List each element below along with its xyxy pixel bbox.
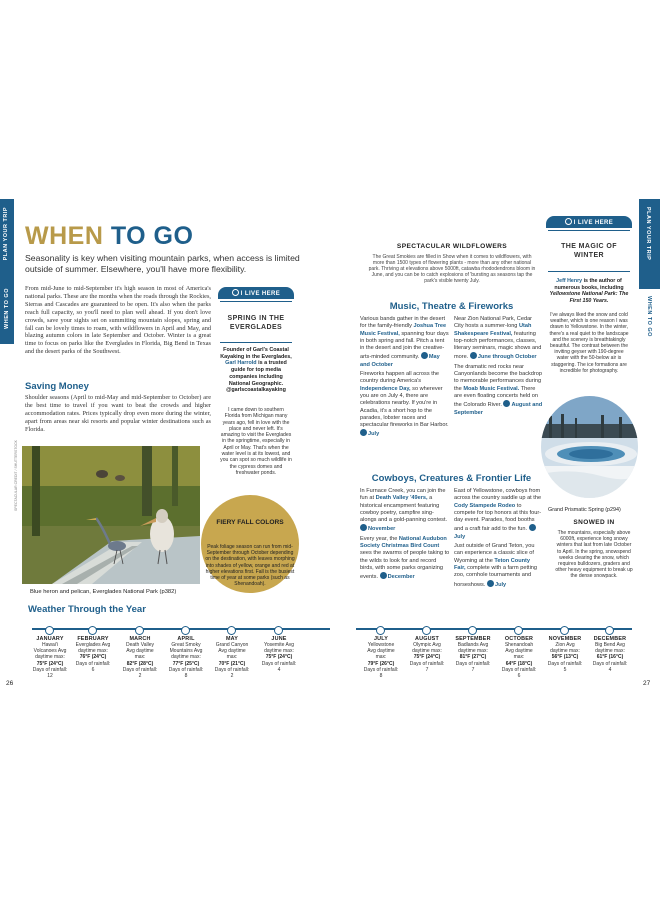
music-c2p1-when: June through October — [477, 354, 537, 361]
page-number-right: 27 — [643, 680, 651, 687]
month-temp: 81°F (27°C) — [459, 654, 487, 661]
month-temp: 61°F (16°C) — [596, 654, 624, 661]
timeline-dot — [422, 626, 431, 635]
month-rain: 6 — [517, 673, 521, 680]
month-line: daytime max: — [550, 648, 580, 655]
month-column — [542, 630, 588, 673]
month-rain-label: Days of rainfall: — [363, 666, 399, 673]
timeline-dot — [514, 626, 523, 635]
month-line: max: — [226, 654, 238, 661]
month-column — [163, 630, 209, 679]
cow-c1p2-post: sees the swarms of people taking to the wilds to look for and record birds, with some parks organizing events. — [360, 550, 450, 581]
month-column — [117, 630, 163, 679]
month-rain-label: Days of rainfall: — [214, 666, 250, 673]
i-live-here-left-title: SPRING IN THE EVERGLADES — [227, 315, 285, 331]
month-name: AUGUST — [415, 636, 439, 642]
author-rest: is a trusted guide for top media companies including National Geographic. — [228, 360, 287, 387]
month-rain-label: Days of rainfall: — [501, 666, 537, 673]
cow-c1p2-when: December — [387, 574, 415, 581]
music-col1 — [360, 316, 450, 439]
month-name: NOVEMBER — [548, 636, 582, 642]
music-c1p2-post: so wherever you are on July 4, there are celebrations nearby. If you're in Acadia, it's a short hop to the parades, lobster races and spectacular fireworks in Bar Harbor. — [360, 385, 449, 429]
cow-c1p1-when: November — [368, 526, 396, 533]
left-photo-caption: Blue heron and pelican, Everglades National Park (p382) — [30, 589, 177, 595]
music-col2-p1 — [454, 316, 543, 362]
month-line: Yosemite Avg — [263, 642, 295, 648]
month-weather — [27, 642, 73, 679]
months-row — [0, 630, 660, 690]
snowed-in-title: SNOWED IN — [573, 519, 615, 526]
heron-pelican-illustration — [22, 446, 200, 584]
month-temp: 70°F (21°C) — [218, 660, 246, 667]
i-live-here-left-title-wrap — [220, 301, 292, 343]
month-line: Avg daytime — [126, 648, 154, 655]
cow-c1p2-pre: Every year, the — [360, 535, 398, 542]
month-line: Great Smoky — [171, 642, 201, 648]
i-live-here-right-box — [546, 216, 632, 396]
music-heading: Music, Theatre & Fireworks — [389, 301, 514, 312]
month-line: daytime max: — [458, 648, 488, 655]
month-line: Avg daytime — [367, 648, 395, 655]
music-c1p1-bold: Joshua Tree Music Festival, — [360, 323, 447, 337]
month-column — [27, 630, 73, 679]
left-photo-credit: SPECTACULAR CREDIT / SHUTTERSTOCK — [14, 440, 18, 511]
timeline-dot — [274, 626, 283, 635]
month-rain-label: Days of rainfall: — [409, 660, 445, 667]
i-live-here-right-author — [548, 278, 630, 304]
cow-c2p2-when: July — [494, 581, 507, 588]
month-rain: 4 — [277, 666, 281, 673]
month-column — [209, 630, 255, 679]
calendar-icon — [360, 429, 367, 436]
month-rain: 2 — [230, 673, 234, 680]
page-number-left: 26 — [6, 680, 14, 687]
month-line: Big Bend Avg — [595, 642, 625, 648]
snowed-in-text: The mountains, especially above 6000ft, experience long snowy winters that last from late October to April. In the spring, snowspend weeks clearing the snow, which requires bulldozers, graders and other heavy equipment to break up the dense snowpack. — [555, 530, 633, 580]
music-c2p2-bold: Moab Music Festival. — [463, 385, 520, 392]
cowboys-col1 — [360, 488, 450, 582]
month-line: daytime max: — [78, 648, 108, 655]
title-part1: WHEN — [25, 222, 104, 250]
cow-c2p2-post: complete with a farm petting zoo, cornhole tournaments and horseshows. — [454, 564, 538, 588]
music-c2p2-post: There are even floating concerts held on the Colorado River. — [454, 385, 538, 409]
calendar-icon — [380, 572, 387, 579]
music-c1p2-pre: Fireworks happen all across the country during America's — [360, 371, 439, 385]
month-rain: 7 — [425, 666, 429, 673]
month-line: Mountains Avg — [169, 648, 203, 655]
month-rain-label: Days of rainfall: — [75, 660, 111, 667]
author-rest: is the author of numerous books, including — [554, 278, 624, 291]
month-rain: 5 — [563, 666, 567, 673]
cowboys-col1-p2 — [360, 536, 450, 582]
i-live-here-right-quote: I've always liked the snow and cold weather, which is one reason I was drawn to Yellowstone. In the winter, there's a real quiet to the landscape and the scenery is breathtakingly beautiful. The contrast between the inviting geyser with 190-degree water with the 50-below air is staggering. The ice formations are incredible for photography. — [549, 312, 629, 374]
month-line: Shenandoah — [504, 642, 534, 648]
month-line: Avg daytime — [218, 648, 246, 655]
i-live-here-right-badge — [546, 216, 632, 228]
month-rain-label: Days of rainfall: — [455, 660, 491, 667]
grand-prismatic-illustration — [541, 396, 638, 498]
cow-c2p2-pre: Just outside of Grand Teton, you can experience a classic slice of Wyoming at the — [454, 543, 535, 564]
cow-c2p1-bold: Cody Stampede Rodeo — [454, 502, 516, 509]
cow-c1p2-bold: National Audubon Society Christmas Bird Count — [360, 535, 447, 550]
i-live-here-left-quote: I came down to southern Florida from Michigan many years ago, fell in love with the place and never left. It's amazing to visit the Everglades in the springtime, especially in April or May. That's when the water level is at its lowest, and you can spot so much wildlife in the cypress domes and freshwater ponds. — [220, 407, 292, 476]
month-line: Badlands Avg — [457, 642, 489, 648]
month-temp: 76°F (24°C) — [79, 654, 107, 661]
right-tab-sub: WHEN TO GO — [646, 296, 652, 337]
month-line: max: — [134, 654, 146, 661]
month-rain: 8 — [184, 673, 188, 680]
cow-c1p1-pre: In Furnace Creek, you can join the fun at — [360, 488, 446, 502]
music-col2 — [454, 316, 543, 417]
weather-heading: Weather Through the Year — [28, 604, 146, 615]
month-name: OCTOBER — [504, 636, 534, 642]
calendar-icon — [360, 524, 367, 531]
month-column — [70, 630, 116, 673]
month-rain-label: Days of rainfall: — [32, 666, 68, 673]
title-part2: TO GO — [110, 222, 194, 250]
timeline-dot — [376, 626, 385, 635]
month-rain-label: Days of rainfall: — [547, 660, 583, 667]
i-live-here-right-title: THE MAGIC OF WINTER — [561, 243, 617, 259]
month-weather — [587, 642, 633, 673]
grand-prismatic-caption: Grand Prismatic Spring (p294) — [548, 507, 621, 513]
calendar-icon — [529, 524, 536, 531]
music-c2p2-pre: The dramatic red rocks near Canyonlands become the backdrop to memorable performances during the — [454, 363, 543, 392]
music-c1p1-pre: Various bands gather in the desert for the family-friendly — [360, 316, 446, 330]
timeline-dot — [135, 626, 144, 635]
month-column — [256, 630, 302, 673]
month-line: Olympic Avg — [413, 642, 441, 648]
cow-c1p1-bold: Death Valley '49ers, — [375, 495, 428, 502]
music-col1-p1 — [360, 316, 450, 369]
music-c2p2-when: August and September — [454, 402, 543, 416]
month-rain: 7 — [471, 666, 475, 673]
cow-c2p1-pre: East of Yellowstone, cowboys from across the country saddle up at the — [454, 488, 542, 502]
month-column — [496, 630, 542, 679]
cowboys-col2 — [454, 488, 543, 589]
i-live-here-left-box — [218, 287, 294, 485]
author-intro: Founder of Garl's Coastal Kayaking in the Everglades, — [220, 347, 292, 360]
month-rain-label: Days of rainfall: — [592, 660, 628, 667]
month-weather — [496, 642, 542, 679]
grand-prismatic-photo — [541, 396, 638, 498]
month-line: Volcanoes Avg — [33, 648, 67, 655]
month-rain-label: Days of rainfall: — [122, 666, 158, 673]
month-line: Hawai'i — [42, 642, 58, 648]
calendar-icon — [503, 400, 510, 407]
author-book: Yellowstone National Park: The First 150 Years. — [549, 291, 629, 304]
calendar-icon — [487, 580, 494, 587]
month-temp: 79°F (26°C) — [367, 660, 395, 667]
month-line: Death Valley — [126, 642, 154, 648]
month-weather — [450, 642, 496, 673]
month-rain: 12 — [47, 673, 53, 680]
fiery-fall-text: Peak foliage season can run from mid-September through October depending on the destination, with leaves morphing into shades of yellow, orange and red at higher elevations first. Fall is the busiest time of year at some parks (such as Shenandoah). — [205, 544, 295, 588]
i-live-here-left-author — [220, 347, 292, 394]
cowboys-col1-p1 — [360, 488, 450, 534]
month-line: daytime max: — [264, 648, 294, 655]
author-name: Garl Harrold — [225, 360, 257, 367]
month-line: daytime max: — [412, 648, 442, 655]
month-line: Yellowstone — [367, 642, 395, 648]
timeline-dot — [181, 626, 190, 635]
month-line: daytime max: — [171, 654, 201, 661]
cow-c2p1-post: to compete for top honors at this four-day event. Parades, food booths and a craft fair add to the fun. — [454, 502, 542, 533]
month-weather — [209, 642, 255, 679]
month-temp: 77°F (25°C) — [172, 660, 200, 667]
month-weather — [256, 642, 302, 673]
month-rain: 2 — [138, 673, 142, 680]
month-weather — [404, 642, 450, 673]
intro-text: Seasonality is key when visiting mountain parks, when access is limited outside of summer. Elsewhere, you'll have more flexibility. — [25, 253, 300, 274]
music-c2p1-post: featuring top-notch performances, classes, literary seminars, magic shows and more. — [454, 330, 542, 361]
month-temp: 75°F (24°C) — [265, 654, 293, 661]
music-c2p1-bold: Utah Shakespeare Festival, — [454, 323, 532, 337]
month-name: APRIL — [177, 636, 195, 642]
month-line: daytime max: — [35, 654, 65, 661]
month-line: Avg daytime — [505, 648, 533, 655]
calendar-icon — [470, 352, 477, 359]
author-handle: @garlscoastalkayaking — [226, 387, 286, 394]
month-temp: 75°F (24°C) — [36, 660, 64, 667]
calendar-icon — [421, 352, 428, 359]
author-name: Jeff Henry — [556, 278, 583, 284]
heron-pelican-photo — [22, 446, 200, 584]
month-name: MARCH — [129, 636, 151, 642]
left-tab-label: PLAN YOUR TRIP — [3, 207, 9, 261]
month-rain-label: Days of rainfall: — [261, 660, 297, 667]
month-column — [587, 630, 633, 673]
month-name: MAY — [225, 636, 239, 642]
timeline-dot — [468, 626, 477, 635]
cowboys-col2-p2 — [454, 543, 543, 589]
i-live-here-left-badge — [218, 287, 294, 299]
month-line: daytime max: — [595, 648, 625, 655]
month-line: Grand Canyon — [215, 642, 249, 648]
i-live-here-right-title-wrap — [548, 230, 630, 272]
left-tab-sub: WHEN TO GO — [4, 288, 10, 329]
month-rain: 4 — [608, 666, 612, 673]
month-line: max: — [513, 654, 525, 661]
month-rain: 8 — [379, 673, 383, 680]
cow-c1p1-post: a historical encampment featuring cowboy poetry, campfire sing-alongs and a gold-panning contest. — [360, 495, 448, 524]
main-text: From mid-June to mid-September it's high season in most of America's national parks. These are the months when the roads through the Rockies, Sierras and Cascades are guaranteed to be open. It's also when the parks reach full capacity, so you'll need to plan well ahead. If you don't love crowds, save your sights set on summiting mountain slopes, spring and fall can be lovely times to roam, with wildflowers in April and May, and blazing autumn colors in late September and October. Winter is a great time to focus on parks like the Everglades in Florida, Big Bend in Texas and the desert parks of the Southwest. — [25, 285, 211, 356]
fiery-fall-title: FIERY FALL COLORS — [216, 519, 284, 526]
page-title — [25, 222, 193, 251]
month-line: Everglades Avg — [75, 642, 111, 648]
i-live-here-right-badge-text: I LIVE HERE — [573, 220, 614, 226]
month-weather — [542, 642, 588, 673]
cowboys-col2-p1 — [454, 488, 543, 541]
month-rain-label: Days of rainfall: — [168, 666, 204, 673]
music-col1-p2 — [360, 371, 450, 439]
month-name: JANUARY — [36, 636, 64, 642]
music-c1p2-when: July — [368, 431, 380, 438]
month-name: JULY — [373, 636, 389, 642]
month-name: DECEMBER — [593, 636, 627, 642]
month-column — [404, 630, 450, 673]
music-c1p1-when: May and October — [360, 354, 440, 368]
saving-money-heading: Saving Money — [25, 381, 89, 392]
music-c1p1-post: spanning four days in both spring and fall. Pitch a tent in the desert and join the creative-arts-minded community. — [360, 330, 449, 361]
cow-c2p1-when: July — [454, 533, 466, 540]
music-col2-p2 — [454, 364, 543, 417]
timeline-dot — [560, 626, 569, 635]
location-pin-icon — [565, 218, 572, 225]
timeline-dot — [227, 626, 236, 635]
month-temp: 64°F (18°C) — [505, 660, 533, 667]
right-tab-label: PLAN YOUR TRIP — [645, 207, 651, 261]
timeline-dot — [88, 626, 97, 635]
month-weather — [117, 642, 163, 679]
wildflowers-heading: SPECTACULAR WILDFLOWERS — [396, 243, 508, 250]
month-column — [358, 630, 404, 679]
month-name: FEBRUARY — [77, 636, 109, 642]
cow-c2p2-bold: Teton County Fair, — [454, 557, 531, 571]
month-weather — [163, 642, 209, 679]
month-weather — [358, 642, 404, 679]
timeline-dot — [45, 626, 54, 635]
month-temp: 82°F (28°C) — [126, 660, 154, 667]
month-line: Zion Avg — [555, 642, 575, 648]
month-line: max: — [375, 654, 387, 661]
month-name: SEPTEMBER — [455, 636, 491, 642]
music-c2p1-pre: Near Zion National Park, Cedar City hosts a summer-long — [454, 316, 533, 330]
month-column — [450, 630, 496, 673]
month-temp: 56°F (13°C) — [551, 654, 579, 661]
wildflowers-text: The Great Smokies are filled in Show when it comes to wildflowers, with more than 1500 types of flowering plants - more than any other national park. Thriving at elevations above 5000ft, catawba rhododendrons bloom in June, and you can be to catch explosions of 'bursting as seasons tap the park's visible twenty July. — [368, 254, 536, 285]
month-name: JUNE — [271, 636, 287, 642]
month-weather — [70, 642, 116, 673]
i-live-here-left-badge-text: I LIVE HERE — [240, 291, 281, 297]
cowboys-heading: Cowboys, Creatures & Frontier Life — [371, 473, 532, 484]
month-temp: 75°F (24°C) — [413, 654, 441, 661]
music-c1p2-bold: Independence Day, — [360, 385, 411, 392]
timeline-dot — [605, 626, 614, 635]
saving-money-text: Shoulder seasons (April to mid-May and mid-September to October) are the best time to travel if you want to beat the crowds and higher accommodation rates. Prices typically drop even more during the winter, apart from areas near ski resorts and popular winter destinations such as Florida. — [25, 394, 211, 433]
location-pin-icon — [232, 289, 239, 296]
month-rain: 6 — [91, 666, 95, 673]
